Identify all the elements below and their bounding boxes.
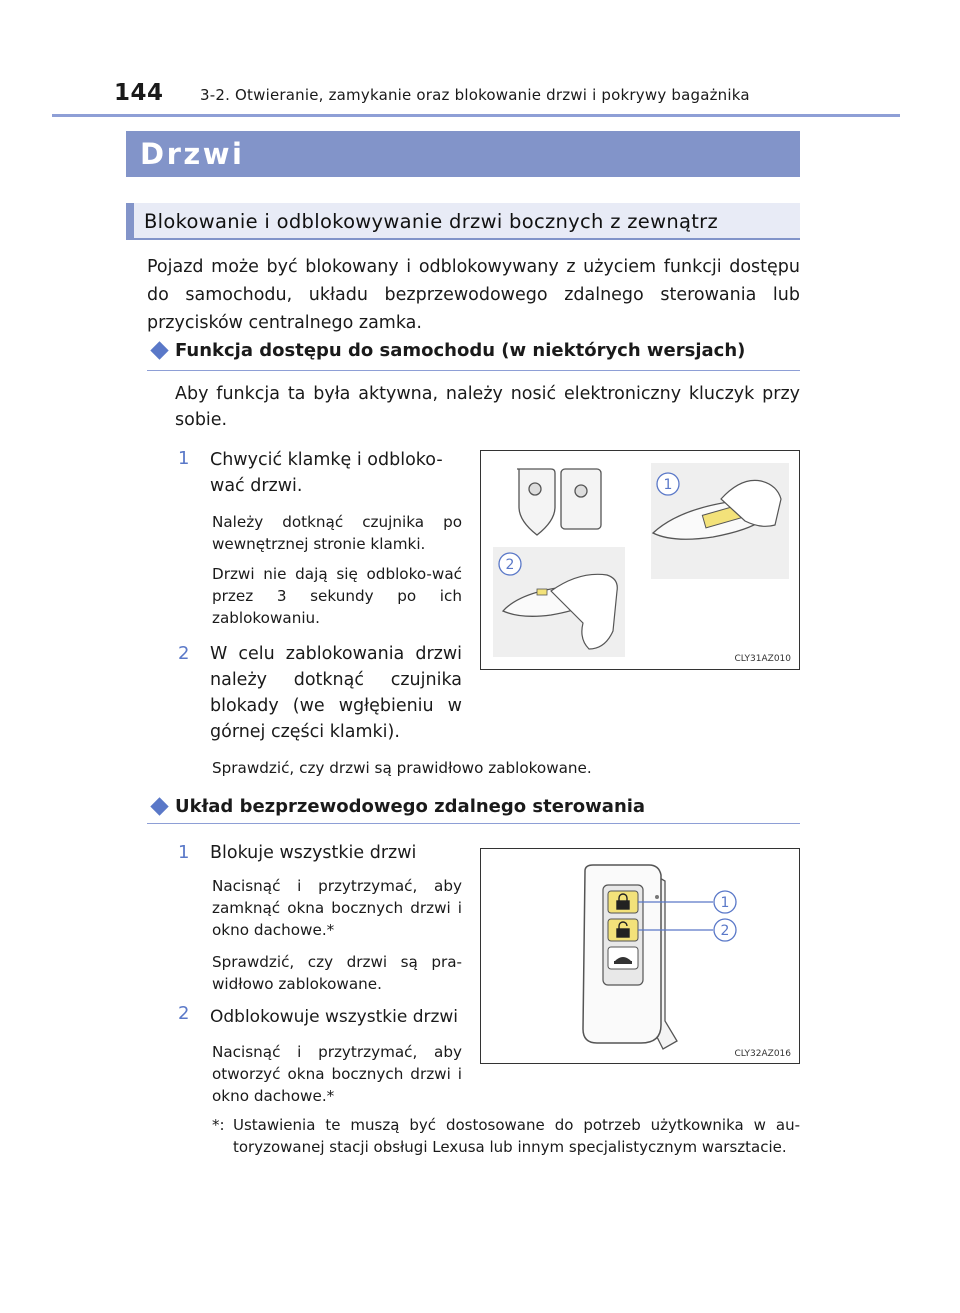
section-title-bar bbox=[126, 131, 800, 177]
section-title: Drzwi bbox=[140, 137, 245, 171]
figure-callout: 2 bbox=[720, 923, 730, 939]
heading-rule bbox=[147, 823, 800, 824]
key-fob-icon bbox=[517, 469, 601, 535]
diamond-bullet-icon bbox=[150, 797, 168, 815]
figure-callout: 2 bbox=[505, 557, 515, 573]
step-note: Sprawdzić, czy drzwi są pra-widłowo zablokowane. bbox=[212, 953, 462, 993]
step-note: Należy dotknąć czujnika po wewnętrznej stronie klamki. bbox=[212, 513, 462, 553]
running-title: 3-2. Otwieranie, zamykanie oraz blokowanie drzwi i pokrywy bagażnika bbox=[200, 86, 750, 104]
door-handle-figure bbox=[480, 450, 800, 670]
footnote-mark: *: bbox=[212, 1116, 225, 1134]
subsection-accent bbox=[126, 203, 134, 240]
key-fob-figure bbox=[480, 848, 800, 1064]
step-note: Sprawdzić, czy drzwi są prawidłowo zablokowane. bbox=[212, 759, 592, 777]
step-text: W celu zablokowania drzwi należy dotknąć czujnika blokady (we wgłębieniu w górnej części klamki). bbox=[210, 644, 462, 742]
door-handle-illustration bbox=[481, 451, 798, 668]
smart-access-intro: Aby funkcja ta była aktywna, należy nosić elektroniczny kluczyk przy sobie. bbox=[175, 384, 800, 430]
figure-callout: 1 bbox=[663, 477, 673, 493]
intro-paragraph: Pojazd może być blokowany i odblokowywany z użyciem funkcji dostępu do samochodu, układu bezprzewodowego zdalnego sterowania lub przycisków centralnego zamka. bbox=[147, 257, 800, 333]
subsection-title-bar bbox=[126, 203, 800, 240]
step-note: Nacisnąć i przytrzymać, aby zamknąć okna bocznych drzwi i okno dachowe.* bbox=[212, 877, 462, 939]
figure-code: CLY32AZ016 bbox=[734, 1049, 791, 1059]
step-number: 1 bbox=[178, 842, 190, 863]
step-text: Blokuje wszystkie drzwi bbox=[210, 843, 417, 863]
footnote-text: Ustawienia te muszą być dostosowane do potrzeb użytkownika w au-toryzowanej stacji obsługi Lexusa lub innym specjalistycznym warsztacie. bbox=[233, 1116, 800, 1156]
diamond-bullet-icon bbox=[150, 341, 168, 359]
step-number: 2 bbox=[178, 1003, 190, 1024]
step-note: Drzwi nie dają się odbloko-wać przez 3 sekundy po ich zablokowaniu. bbox=[212, 565, 462, 627]
step-text: Odblokowuje wszystkie drzwi bbox=[210, 1007, 459, 1027]
step-number: 2 bbox=[178, 643, 190, 664]
step-number: 1 bbox=[178, 448, 190, 469]
heading-rule bbox=[147, 370, 800, 371]
remote-heading: Układ bezprzewodowego zdalnego sterowania bbox=[175, 796, 646, 817]
figure-callout: 1 bbox=[720, 895, 730, 911]
figure-code: CLY31AZ010 bbox=[734, 654, 791, 664]
step-note: Nacisnąć i przytrzymać, aby otworzyć okna bocznych drzwi i okno dachowe.* bbox=[212, 1043, 462, 1105]
smart-access-heading: Funkcja dostępu do samochodu (w niektórych wersjach) bbox=[175, 340, 746, 361]
header-rule bbox=[52, 114, 900, 117]
key-fob-illustration bbox=[481, 849, 798, 1062]
page-number: 144 bbox=[114, 80, 164, 106]
step-text: Chwycić klamkę i odbloko-wać drzwi. bbox=[210, 450, 443, 496]
subsection-title: Blokowanie i odblokowywanie drzwi bocznych z zewnątrz bbox=[144, 210, 719, 233]
